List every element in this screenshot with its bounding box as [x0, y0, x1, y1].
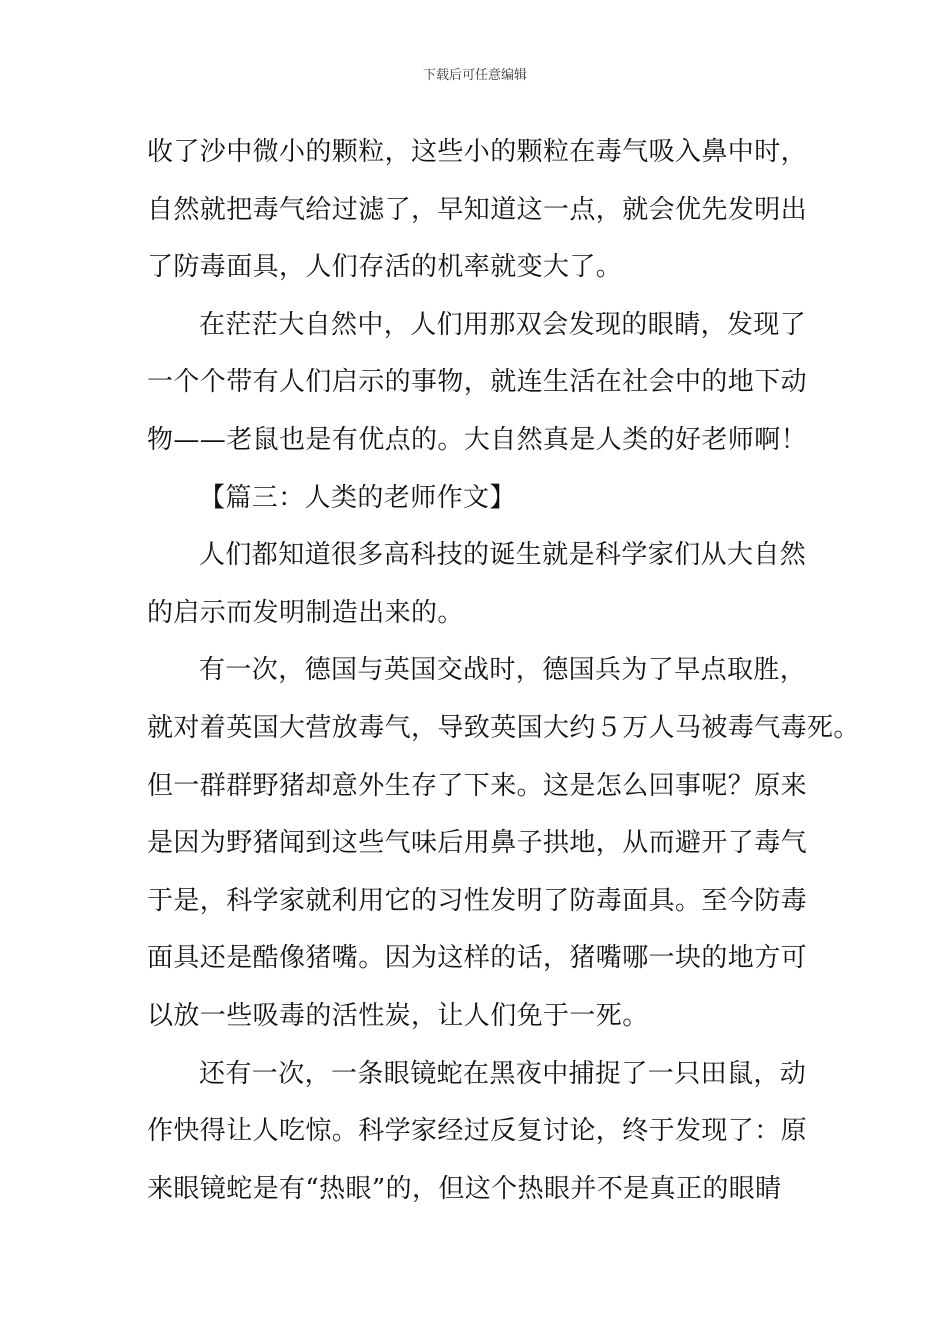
text-line: 以放一些吸毒的活性炭，让人们免于一死。 — [147, 1000, 649, 1031]
text-line: 在茫茫大自然中，人们用那双会发现的眼睛，发现了 — [199, 309, 807, 340]
text-line: 就对着英国大营放毒气，导致英国大约５万人马被毒气毒死。 — [147, 712, 860, 743]
text-line: 自然就把毒气给过滤了，早知道这一点，就会优先发明出 — [147, 194, 808, 225]
page-header: 下载后可任意编辑 — [422, 68, 527, 83]
text-line: 但一群群野猪却意外生存了下来。这是怎么回事呢？原来 — [147, 770, 808, 801]
text-line: 是因为野猪闻到这些气味后用鼻子拱地，从而避开了毒气 — [147, 828, 808, 859]
text-line: 于是，科学家就利用它的习性发明了防毒面具。至今防毒 — [147, 885, 808, 916]
text-line: 有一次，德国与英国交战时，德国兵为了早点取胜， — [199, 655, 807, 686]
text-line: 作快得让人吃惊。科学家经过反复讨论，终于发现了：原 — [147, 1116, 808, 1147]
text-line: 人们都知道很多高科技的诞生就是科学家们从大自然 — [199, 540, 807, 571]
document-body — [147, 132, 860, 1226]
text-line: 了防毒面具，人们存活的机率就变大了。 — [147, 252, 623, 283]
text-line: 面具还是酷像猪嘴。因为这样的话，猪嘴哪一块的地方可 — [147, 943, 808, 974]
text-line: 物——老鼠也是有优点的。大自然真是人类的好老师啊！ — [147, 424, 808, 455]
text-line: 【篇三：人类的老师作文】 — [199, 482, 516, 513]
text-line: 的启示而发明制造出来的。 — [147, 597, 464, 628]
text-line: 还有一次，一条眼镜蛇在黑夜中捕捉了一只田鼠，动 — [199, 1058, 807, 1089]
text-line: 一个个带有人们启示的事物，就连生活在社会中的地下动 — [147, 367, 808, 398]
text-line: 来眼镜蛇是有“热眼”的，但这个热眼并不是真正的眼睛 — [147, 1173, 782, 1204]
text-line: 收了沙中微小的颗粒，这些小的颗粒在毒气吸入鼻中时， — [147, 137, 808, 167]
